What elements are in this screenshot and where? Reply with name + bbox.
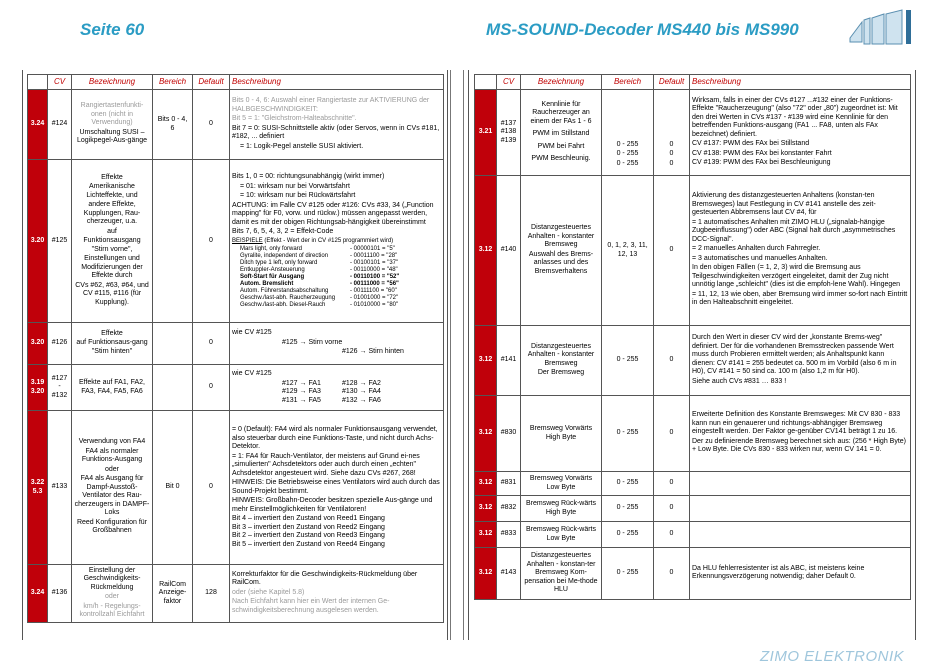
- cv-number: #143: [497, 548, 521, 600]
- fa-mapping-row: [232, 380, 441, 389]
- cv-label: Distanzgesteuertes Anhalten - konstanter Bremsweg Der Bremsweg: [521, 326, 602, 396]
- cv-default: 0: [193, 160, 230, 323]
- fa-mapping-entry: #127 → FA1: [282, 379, 321, 387]
- cv-range: Bit 0: [153, 411, 193, 565]
- table-row: [475, 548, 911, 600]
- cv-default: 128: [193, 565, 230, 623]
- col-cv: CV: [497, 75, 521, 90]
- cv-description: Bits 1, 0 = 00: richtungsunabhängig (wirkt immer) = 01: wirksam nur bei Vorwärtsfahrt = 10: wirksam nur bei Rückwärtsfahrt ACHTUNG: im Falle CV #125 oder #126: CVs #33, 34 („Function mapping" für F0, vorw. und rückw.) müssen angepasst werden, damit es mit der obigen Richtungsab-hängigkeit übereinstimmt Bits 7, 6, 5, 4, 3, 2 = Effekt-Code BEISPIELE (Effekt - Wert der in CV #125 programmiert wird) Mars light, only forward - 00000101 = "5" Gyralite, independent of direction - 00011100 = "28" Ditch type 1 left, only forward - 00100101 = "37" Entkuppler-Ansteuerung - 00110000 = "48" Soft-Start für Ausgang - 00110100 = "52" Autom. Bremslicht - 00111000 = "56" Autom. Führerstandsabschaltung - 00111100 = "60" Geschw./last-abh. Raucherzeugung - 01001000 = "72" Geschw./last-abh. Diesel-Rauch - 01010000 = "80": [230, 160, 444, 323]
- effect-example: [232, 302, 441, 309]
- reed-bit-line: Bit 5 – invertiert den Zustand von Reed4 Eingang: [232, 540, 385, 548]
- cv-description: Erweiterte Definition des Konstante Bremsweges: Mit CV 830 - 833 kann nun ein genauerer und richtungs-abhängiger Bremsweg eingestellt werden. Der Faktor ge-genüber CV141 beträgt 1 zu 16. Der zu definierende Bremsweg berechnet sich aus: (256 * High Byte) + Low Byte. Die CVs 830 - 833 wirken nur, wenn CV 141 = 0.: [690, 396, 911, 472]
- effect-name: Autom. Führerstandsabschaltung: [240, 287, 329, 294]
- fa-mapping-row: [232, 397, 441, 406]
- page-gutter: [450, 70, 464, 640]
- col-default: Default: [654, 75, 690, 90]
- table-row: [475, 472, 911, 496]
- cv-label: Distanzgesteuertes Anhalten - konstanter Bremsweg Auswahl des Brems-anlasses und des Bremsverhaltens: [521, 176, 602, 326]
- cv-label: Bremsweg Vorwärts High Byte: [521, 396, 602, 472]
- fa-mapping-entry: #132 → FA6: [342, 396, 381, 404]
- effect-code: - 00111000 = "56": [350, 280, 399, 287]
- cv-default: 0: [654, 522, 690, 548]
- cv-label: Bremsweg Rück-wärts Low Byte: [521, 522, 602, 548]
- cv-table-left: [27, 74, 444, 623]
- cv-range: [153, 160, 193, 323]
- cv-description: wie CV #125 #125 → Stirn vorne #126 → Stirn hinten: [230, 323, 444, 365]
- section-ref: 3.12: [475, 496, 497, 522]
- effect-code: - 00011100 = "28": [350, 252, 398, 259]
- section-ref: 3.12: [475, 176, 497, 326]
- cv-range: 0 - 255: [602, 522, 654, 548]
- col-cv: CV: [48, 75, 72, 90]
- cv-range: 0 - 255: [602, 472, 654, 496]
- cv-default: 0: [654, 548, 690, 600]
- effect-name: Geschw./last-abh. Diesel-Rauch: [240, 301, 326, 308]
- cv-number: #136: [48, 565, 72, 623]
- cv-label: Verwendung von FA4 FA4 als normaler Funktions-Ausgang oder FA4 als Ausgang für Dampf-Ausstoß-Ventilator des Rau-cherzeugers in DAMPF-Loks Reed Konfiguration für Großbahnen: [72, 411, 153, 565]
- effect-example: [232, 274, 441, 281]
- cv-default: 0: [654, 496, 690, 522]
- section-ref: 3.12: [475, 472, 497, 496]
- section-ref: 3.21: [475, 90, 497, 176]
- cv-range: 0 - 255 0 - 255 0 - 255: [602, 90, 654, 176]
- cv-description: Durch den Wert in dieser CV wird der „konstante Brems-weg" definiert. Der für die vorhandenen Bremsstrecken passende Wert muss durch Probieren ermittelt werden; als Anhaltspunkt kann dienen: CV #141 = 255 bedeutet ca. 500 m im Vorbild (also 6 m in H0), CV #141 = 50 sind ca. 100 m (also 1,2 m für H0). Siehe auch CVs #831 … 833 !: [690, 326, 911, 396]
- footer-brand: ZIMO ELEKTRONIK: [760, 648, 905, 665]
- table-row: [28, 411, 444, 565]
- cv-range: 0 - 255: [602, 326, 654, 396]
- effect-code: - 00100101 = "37": [350, 259, 399, 266]
- cv-description: Da HLU fehlerresistenter ist als ABC, ist meistens keine Erkennungsverzögerung notwendig; daher Default 0.: [690, 548, 911, 600]
- cv-description: = 0 (Default): FA4 wird als normaler Funktionsausgang verwendet, also steuerbar durch eine Funktions-Taste, und nicht durch Achs-Detektor. = 1: FA4 für Rauch-Ventilator, der meistens auf Grund ei-nes „simulierten" Achsdetektors oder auch durch einen „echten" Achsdetektor angesteuert wird. Siehe dazu CVs #267, 268! HINWEIS: Die Betriebsweise eines Ventilators wird auch durch das Sound-Projekt bestimmt. HINWEIS: Großbahn-Decoder besitzen spezielle Aus-gänge und mehr Einstellmöglichkeiten für Ventilatoren! Bit 4 – invertiert den Zustand von Reed1 Eingang Bit 3 – invertiert den Zustand von Reed2 Eingang Bit 2 – invertiert den Zustand von Reed3 Eingang Bit 5 – invertiert den Zustand von Reed4 Eingang: [230, 411, 444, 565]
- zimo-logo: [848, 8, 912, 48]
- cv-default: 0: [654, 326, 690, 396]
- effect-code: - 01010000 = "80": [350, 301, 399, 308]
- effect-example: [232, 246, 441, 253]
- table-row: [475, 90, 911, 176]
- fa-mapping-entry: #129 → FA3: [282, 388, 321, 395]
- table-row: [28, 160, 444, 323]
- col-bereich: Bereich: [153, 75, 193, 90]
- cv-number: #127 - #132: [48, 365, 72, 411]
- table-row: [475, 326, 911, 396]
- effect-code: - 00110000 = "48": [350, 266, 398, 273]
- reed-bits: [232, 515, 441, 549]
- col-bereich: Bereich: [602, 75, 654, 90]
- cv-description: Bits 0 - 4, 6: Auswahl einer Rangiertaste zur AKTIVIERUNG der HALBGESCHWINDIGKEIT: Bit 5 = 1: "Gleichstrom-Halteabschnitte". Bit 7 = 0: SUSI-Schnittstelle aktiv (oder Servos, wenn in CVs #181, #182, ... definiert = 1: Logik-Pegel anstelle SUSI aktiviert.: [230, 90, 444, 160]
- cv-default: 0: [193, 323, 230, 365]
- effect-example: [232, 253, 441, 260]
- cv-default: 0: [654, 472, 690, 496]
- table-row: [28, 90, 444, 160]
- section-ref: 3.12: [475, 548, 497, 600]
- page-number: Seite 60: [80, 20, 145, 39]
- effect-example: [232, 281, 441, 288]
- cv-description: Aktivierung des distanzgesteuerten Anhaltens (konstan-ten Bremsweges) laut Festlegung in CV #141 anstelle des zeit-gesteuerten Abbremsens laut CV #4, für = 1 automatisches Anhalten mit ZIMO HLU („signalab-hängige Zugbeeinflussung") oder ABC (Signal halt durch „asymmetrisches DCC-Signal". = 2 manuelles Anhalten durch Fahrregler. = 3 automatisches und manuelles Anhalten. In den obigen Fällen (= 1, 2, 3) wird die Bremsung aus Teilgeschwindigkeiten verzögert eingeleitet, damit der Zug nicht unnötig lange „schleicht" (dies ist die empfoh-lene Wahl). Hingegen = 11, 12, 13 wie oben, aber Bremsung wird immer so-fort nach Eintritt in den Halteabschnitt eingeleitet.: [690, 176, 911, 326]
- cv-description: [690, 522, 911, 548]
- cv-number: #830: [497, 396, 521, 472]
- cv-range: [153, 323, 193, 365]
- cv-label: Effekte Amerikanische Lichteffekte, und andere Effekte, Kupplungen, Rau-cherzeuger, u.a. auf Funktionsausgang "Stirn vorne", Einstellungen und Modifizierungen der Effekte durch CVs #62, #63, #64, und CV #115, #116 (für Kupplung).: [72, 160, 153, 323]
- col-bezeichnung: Bezeichnung: [72, 75, 153, 90]
- cv-number: #124: [48, 90, 72, 160]
- section-ref: 3.12: [475, 396, 497, 472]
- table-row: [28, 565, 444, 623]
- cv-description: wie CV #125 #127 → FA1 #128 → FA2 #129 → FA3 #130 → FA4 #131 → FA5 #132 → FA6: [230, 365, 444, 411]
- effect-example: [232, 295, 441, 302]
- cv-default: 0: [193, 411, 230, 565]
- cv-label: Bremsweg Vorwärts Low Byte: [521, 472, 602, 496]
- cv-label: Einstellung der Geschwindigkeits-Rückmeldung oder km/h - Regelungs-kontrollzahl Eichfahrt: [72, 565, 153, 623]
- examples-heading: BEISPIELE: [232, 237, 263, 244]
- effect-name: Soft-Start für Ausgang: [240, 273, 305, 280]
- cv-description: Korrekturfaktor für die Geschwindigkeits-Rückmeldung über RailCom. oder (siehe Kapitel 5.8) Nach Eichfahrt kann hier ein Wert der internen Ge-schwindigkeitsberechnung ausgelesen werden.: [230, 565, 444, 623]
- cv-number: #125: [48, 160, 72, 323]
- cv-number: #140: [497, 176, 521, 326]
- cv-range: 0 - 255: [602, 548, 654, 600]
- effect-example: [232, 288, 441, 295]
- effect-code: - 00111100 = "60": [350, 287, 397, 294]
- cv-range: 0, 1, 2, 3, 11, 12, 13: [602, 176, 654, 326]
- cv-default: 0 0 0: [654, 90, 690, 176]
- section-ref: 3.22 5.3: [28, 411, 48, 565]
- table-row: [28, 365, 444, 411]
- col-bezeichnung: Bezeichnung: [521, 75, 602, 90]
- fa-mapping-entry: #131 → FA5: [282, 396, 321, 404]
- cv-table-right: [474, 74, 911, 600]
- cv-default: 0: [193, 365, 230, 411]
- cv-default: 0: [193, 90, 230, 160]
- table-row: [475, 522, 911, 548]
- effect-name: Autom. Bremslicht: [240, 280, 294, 287]
- section-ref: 3.12: [475, 326, 497, 396]
- section-ref: 3.19 3.20: [28, 365, 48, 411]
- cv-number: #831: [497, 472, 521, 496]
- section-ref: 3.20: [28, 160, 48, 323]
- examples-note: (Effekt - Wert der in CV #125 programmiert wird): [264, 237, 394, 244]
- table-row: [475, 396, 911, 472]
- fa-mapping-entry: #130 → FA4: [342, 388, 381, 395]
- effect-name: Ditch type 1 left, only forward: [240, 259, 318, 266]
- cv-label: Bremsweg Rück-wärts High Byte: [521, 496, 602, 522]
- effect-code: - 01001000 = "72": [350, 294, 399, 301]
- cv-description: [690, 496, 911, 522]
- cv-range: Bits 0 - 4, 6: [153, 90, 193, 160]
- cv-default: 0: [654, 176, 690, 326]
- effect-name: Mars light, only forward: [240, 245, 303, 252]
- page-title: MS-SOUND-Decoder MS440 bis MS990: [486, 20, 799, 39]
- effect-name: Geschw./last-abh. Raucherzeugung: [240, 294, 336, 301]
- reed-bit-line: Bit 3 – invertiert den Zustand von Reed2 Eingang: [232, 523, 385, 531]
- effect-name: Entkuppler-Ansteuerung: [240, 266, 305, 273]
- table-header: [28, 75, 444, 90]
- cv-number: #133: [48, 411, 72, 565]
- cv-number: #833: [497, 522, 521, 548]
- section-ref: 3.24: [28, 565, 48, 623]
- cv-default: 0: [654, 396, 690, 472]
- col-beschreibung: Beschreibung: [690, 75, 911, 90]
- cv-range: [153, 365, 193, 411]
- table-row: [475, 496, 911, 522]
- table-header: [475, 75, 911, 90]
- cv-range: 0 - 255: [602, 496, 654, 522]
- table-row: [475, 176, 911, 326]
- reed-bit-line: Bit 2 – invertiert den Zustand von Reed3 Eingang: [232, 532, 385, 539]
- cv-number: #137 #138 #139: [497, 90, 521, 176]
- col-default: Default: [193, 75, 230, 90]
- effect-code: - 00000101 = "5": [350, 245, 395, 252]
- cv-range: RailCom Anzeige-faktor: [153, 565, 193, 623]
- section-ref: 3.12: [475, 522, 497, 548]
- cv-label: Rangiertastenfunkti-onen (nicht in Verwendung) Umschaltung SUSI – Logikpegel-Aus-gänge: [72, 90, 153, 160]
- cv-description: Wirksam, falls in einer der CVs #127 ...#132 einer der Funktions-Effekte "Raucherzeugung" (also "72" oder „80") zugeordnet ist: Mit den drei Werten in CVs #137 - #139 wird eine Kennlinie für den betreffenden Funktions-ausgang (FA1 ... FA8, unten als FAx bezeichnet) definiert. CV #137: PWM des FAx bei Stillstand CV #138: PWM des FAx bei konstanter Fahrt CV #139: PWM des FAx bei Beschleunigung: [690, 90, 911, 176]
- effect-name: Gyralite, independent of direction: [240, 252, 329, 259]
- col-beschreibung: Beschreibung: [230, 75, 444, 90]
- effect-example: [232, 260, 441, 267]
- cv-description: [690, 472, 911, 496]
- fa-mapping-entry: #128 → FA2: [342, 379, 381, 387]
- section-ref: 3.24: [28, 90, 48, 160]
- effect-code: - 00110100 = "52": [350, 273, 400, 280]
- fa-mapping: [232, 380, 441, 406]
- effect-examples: [232, 246, 441, 309]
- section-ref: 3.20: [28, 323, 48, 365]
- fa-mapping-row: [232, 388, 441, 397]
- table-row: [28, 323, 444, 365]
- reed-bit-line: Bit 4 – invertiert den Zustand von Reed1 Eingang: [232, 515, 385, 522]
- cv-label: Distanzgesteuertes Anhalten - konstan-ter Bremsweg Kom-pensation bei Me-thode HLU: [521, 548, 602, 600]
- cv-number: #126: [48, 323, 72, 365]
- cv-number: #832: [497, 496, 521, 522]
- cv-number: #141: [497, 326, 521, 396]
- cv-label: Kennlinie für Raucherzeuger an einem der FAs 1 - 6 PWM im Stillstand PWM bei Fahrt PWM Beschleunig.: [521, 90, 602, 176]
- cv-label: Effekte auf Funktionsaus-gang "Stirn hinten": [72, 323, 153, 365]
- cv-range: 0 - 255: [602, 396, 654, 472]
- effect-example: [232, 267, 441, 274]
- cv-label: Effekte auf FA1, FA2, FA3, FA4, FA5, FA6: [72, 365, 153, 411]
